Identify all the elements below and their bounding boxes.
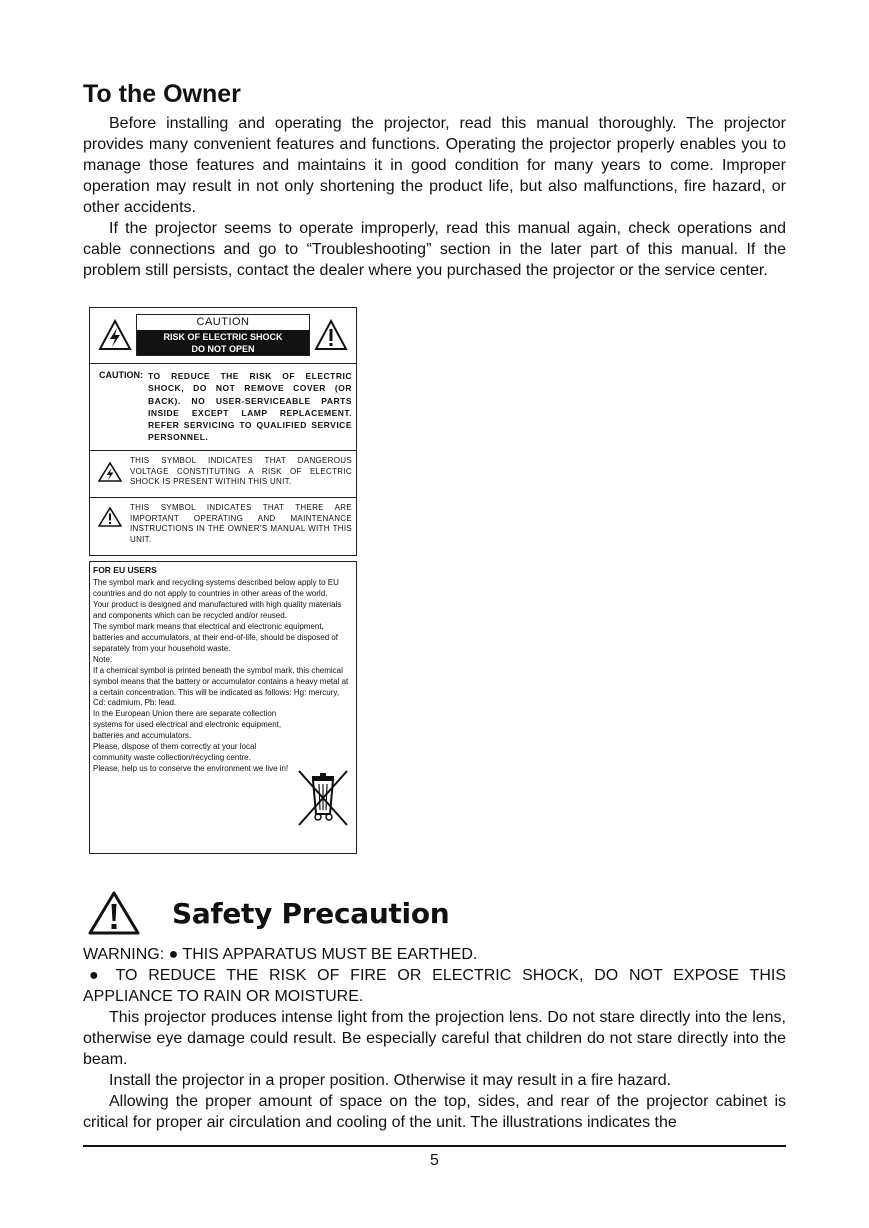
symbol-explanation-voltage bbox=[90, 450, 356, 498]
eu-users-notice bbox=[89, 561, 357, 854]
eu-paragraph-8: Please, help us to conserve the environment we live in! bbox=[93, 764, 289, 774]
eu-paragraph-5: If a chemical symbol is printed beneath the symbol mark, this chemical symbol means that the battery or accumulator contains a heavy metal at a certain concentration. This will be indicated as follows: Hg: mercury, Cd: cadmium, Pb: lead. bbox=[93, 665, 349, 708]
exclamation-warning-icon bbox=[98, 506, 122, 528]
warning-rain: ● TO REDUCE THE RISK OF FIRE OR ELECTRIC SHOCK, DO NOT EXPOSE THIS APPLIANCE TO RAIN OR MOISTURE. bbox=[83, 967, 786, 1005]
page-number: 5 bbox=[430, 1152, 439, 1169]
exclamation-warning-icon bbox=[88, 890, 140, 936]
risk-line-1: RISK OF ELECTRIC SHOCK bbox=[163, 332, 283, 342]
eu-paragraph-3: The symbol mark means that electrical and electronic equipment, batteries and accumulators, at their end-of-life, should be disposed of separately from your household waste. bbox=[93, 621, 339, 653]
safety-paragraph-1: This projector produces intense light from the projection lens. Do not stare directly into the lens, otherwise eye damage could result. Be especially careful that children do not stare directly into the beam. bbox=[83, 1009, 786, 1068]
eu-paragraph-7: Please, dispose of them correctly at your local community waste collection/recycling centre. bbox=[93, 742, 257, 763]
owner-paragraph-2: If the projector seems to operate improperly, read this manual again, check operations and cable connections and go to “Troubleshooting” section in the later part of this manual. If the problem still persists, contact the dealer where you purchased the projector or the service center. bbox=[83, 220, 786, 279]
symbol1-text: THIS SYMBOL INDICATES THAT DANGEROUS VOLTAGE CONSTITUTING A RISK OF ELECTRIC SHOCK IS PRESENT WITHIN THIS UNIT. bbox=[130, 456, 352, 487]
lightning-warning-icon bbox=[98, 318, 132, 352]
eu-body bbox=[93, 578, 351, 775]
safety-paragraph-3: Allowing the proper amount of space on the top, sides, and rear of the projector cabinet is critical for proper air circulation and cooling of the unit. The illustrations indicates the bbox=[83, 1093, 786, 1131]
eu-paragraph-6: In the European Union there are separate collection systems for used electrical and electronic equipment, batteries and accumulators. bbox=[93, 709, 282, 741]
caution-label bbox=[89, 307, 357, 556]
caution-word: CAUTION bbox=[196, 316, 250, 328]
owner-paragraph-1: Before installing and operating the projector, read this manual thoroughly. The projector provides many convenient features and functions. Operating the projector properly enables you to manage those features and maintains it in good condition for many years to come. Improper operation may result in not only shortening the product life, but also malfunctions, fire hazard, or other accidents. bbox=[83, 115, 786, 216]
eu-paragraph-1: The symbol mark and recycling systems described below apply to EU countries and do not apply to countries in other areas of the world. bbox=[93, 578, 339, 598]
section-title-owner: To the Owner bbox=[83, 80, 241, 108]
exclamation-warning-icon bbox=[314, 318, 348, 352]
caution-prefix: CAUTION: bbox=[99, 370, 143, 380]
symbol-explanation-instructions bbox=[90, 497, 356, 555]
risk-line-2: DO NOT OPEN bbox=[191, 344, 255, 354]
caution-statement bbox=[90, 363, 356, 451]
lightning-warning-icon bbox=[98, 461, 122, 483]
caution-label-center bbox=[136, 314, 310, 356]
warning-earthed: WARNING: ● THIS APPARATUS MUST BE EARTHED. bbox=[83, 946, 478, 963]
eu-paragraph-2: Your product is designed and manufactured with high quality materials and components which can be recycled and/or reused. bbox=[93, 599, 342, 620]
eu-title: FOR EU USERS bbox=[93, 565, 157, 575]
eu-note-label: Note: bbox=[93, 654, 113, 664]
safety-paragraph-2: Install the projector in a proper position. Otherwise it may result in a fire hazard. bbox=[109, 1072, 672, 1089]
footer-rule bbox=[83, 1145, 786, 1147]
symbol2-text: THIS SYMBOL INDICATES THAT THERE ARE IMPORTANT OPERATING AND MAINTENANCE INSTRUCTIONS IN THE OWNER’S MANUAL WITH THIS UNIT. bbox=[130, 503, 352, 544]
caution-label-header bbox=[90, 308, 356, 364]
crossed-out-bin-icon bbox=[296, 768, 350, 828]
risk-of-shock-banner bbox=[137, 330, 309, 355]
caution-text: TO REDUCE THE RISK OF ELECTRIC SHOCK, DO NOT REMOVE COVER (OR BACK). NO USER-SERVICEABLE PARTS INSIDE EXCEPT LAMP REPLACEMENT. REFER SERVICING TO QUALIFIED SERVICE PERSONNEL. bbox=[148, 371, 352, 443]
section-title-safety: Safety Precaution bbox=[172, 897, 450, 930]
